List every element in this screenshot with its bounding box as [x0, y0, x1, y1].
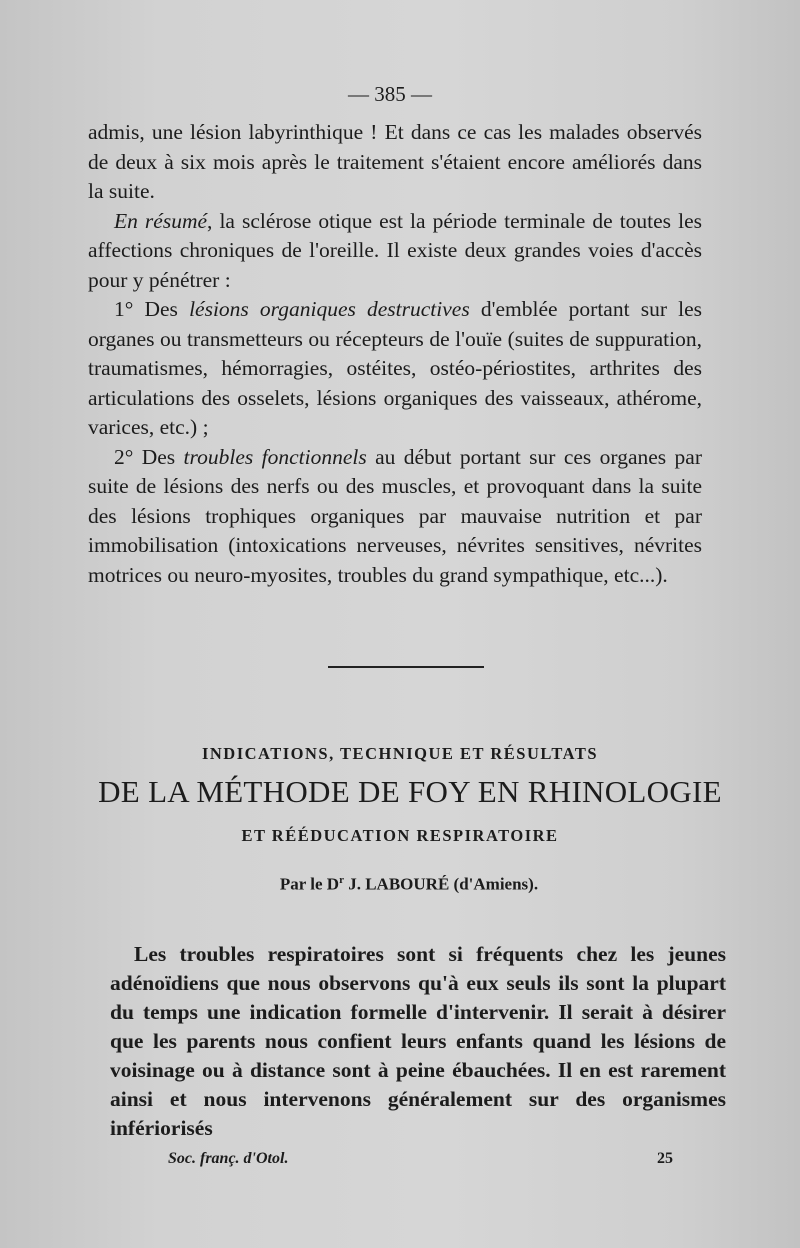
- article-heading-line-3: ET RÉÉDUCATION RESPIRATOIRE: [241, 826, 559, 845]
- point-1-text: d'emblée portant sur les organes ou transmetteurs ou récepteurs de l'ouïe (suites de suppuration, traumatismes, hémorragies, ostéites, ostéo-périostites, arthrites des articulations des osselets, lésions organiques des vaisseaux, athérome, varices, etc.) ;: [88, 297, 702, 439]
- section-divider: [328, 666, 484, 668]
- article-byline: [0, 874, 800, 895]
- point-1-emphasis: lésions organiques destructives: [189, 297, 470, 321]
- article-heading-line-1: INDICATIONS, TECHNIQUE ET RÉSULTATS: [201, 744, 599, 763]
- point-2-emphasis: troubles fonctionnels: [183, 444, 367, 469]
- byline-prefix: Par le D: [279, 874, 340, 894]
- byline-superscript: r: [339, 874, 344, 886]
- paragraph-point-2: [88, 443, 702, 591]
- point-1-lead: 1° Des: [114, 297, 190, 321]
- paragraph-1: admis, une lésion labyrinthique ! Et dans ce cas les malades observés de deux à six mois après le traitement s'étaient encore améliorés dans la suite.: [88, 120, 702, 203]
- paragraph-point-1: [88, 295, 702, 443]
- byline-author: J. LABOURÉ: [343, 874, 450, 894]
- summary-emphasis: En résumé: [114, 208, 208, 233]
- point-2-text: au début portant sur ces organes par suite de lésions des nerfs ou des muscles, et provoquant dans la suite des lésions trophiques organiques par mauvaise nutrition et par immobilisation (intoxications nerveuses, névrites sensitives, névrites motrices ou neuro-myosites, troubles du grand sympathique, etc...).: [88, 444, 702, 587]
- footer-signature: 25: [657, 1150, 673, 1167]
- page-number: — 385 —: [348, 82, 432, 106]
- article-paragraph-1: Les troubles respiratoires sont si fréquents chez les jeunes adénoïdiens que nous observons qu'à eux seuls ils sont la plupart du temps une indication formelle d'intervenir. Il serait à désirer que les parents nous confient leurs enfants quand les lésions de voisinage ou à distance sont à peine ébauchées. Il en est rarement ainsi et nous intervenons généralement sur des organismes infériorisés: [110, 942, 726, 1140]
- article-body: [110, 940, 726, 1143]
- previous-article-text: [88, 118, 702, 590]
- summary-text: , la sclérose otique est la période terminale de toutes les affections chroniques de l'oreille. Il existe deux grandes voies d'accès pour y pénétrer :: [88, 208, 702, 292]
- point-2-lead: 2° Des: [114, 444, 184, 469]
- article-title: DE LA MÉTHODE DE FOY EN RHINOLOGIE: [98, 774, 722, 809]
- paragraph-summary: [88, 207, 702, 296]
- footer-journal: Soc. franç. d'Otol.: [168, 1150, 289, 1167]
- byline-suffix: (d'Amiens).: [449, 874, 539, 894]
